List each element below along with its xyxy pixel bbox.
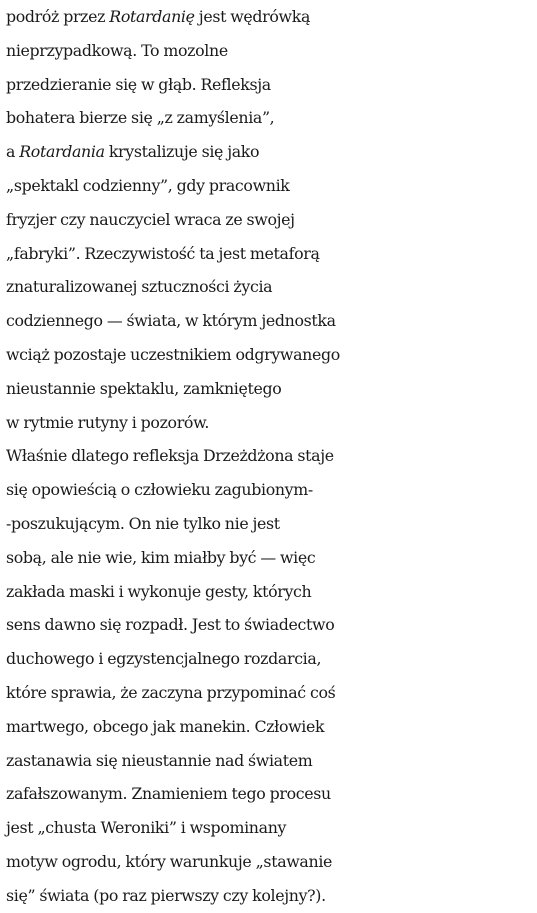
- text-line: [6, 710, 534, 744]
- text-run: fryzjer czy nauczyciel wraca ze swojej: [6, 209, 295, 229]
- document-text: [6, 0, 534, 913]
- text-run: bohatera bierze się „z zamyślenia”,: [6, 108, 275, 128]
- text-line: [6, 270, 534, 304]
- italic-text: Rotardania: [19, 142, 105, 162]
- text-line: [6, 879, 534, 913]
- text-run: zastanawia się nieustannie nad światem: [6, 750, 313, 770]
- text-line: [6, 575, 534, 609]
- text-run: podróż przez: [6, 7, 110, 26]
- text-line: [6, 237, 534, 271]
- text-run: nieustannie spektaklu, zamkniętego: [6, 378, 282, 398]
- text-line: [6, 203, 534, 237]
- text-run: a: [6, 142, 20, 162]
- text-line: [6, 338, 534, 372]
- text-line: [6, 845, 534, 879]
- text-run: nieprzypadkową. To mozolne: [6, 40, 228, 60]
- text-run: jest „chusta Weroniki” i wspominany: [6, 818, 287, 838]
- text-run: krystalizuje się jako: [104, 142, 260, 162]
- text-line: [6, 777, 534, 811]
- text-line: [6, 744, 534, 778]
- text-line: [6, 68, 534, 102]
- text-run: sens dawno się rozpadł. Jest to świadectwo: [6, 615, 335, 635]
- text-line: [6, 642, 534, 676]
- text-run: zafałszowanym. Znamieniem tego procesu: [6, 784, 331, 804]
- text-line: [6, 608, 534, 642]
- text-run: się opowieścią o człowieku zagubionym-: [6, 480, 313, 500]
- text-run: -poszukującym. On nie tylko nie jest: [6, 513, 280, 533]
- text-line: [6, 304, 534, 338]
- text-run: motyw ogrodu, który warunkuje „stawanie: [6, 851, 333, 871]
- text-line: [6, 676, 534, 710]
- text-line: [6, 372, 534, 406]
- text-run: wciąż pozostaje uczestnikiem odgrywanego: [6, 344, 340, 364]
- text-line: [6, 135, 534, 169]
- text-line: [6, 541, 534, 575]
- text-run: „spektakl codzienny”, gdy pracownik: [6, 175, 290, 195]
- text-line: [6, 0, 534, 34]
- text-run: martwego, obcego jak manekin. Człowiek: [6, 716, 325, 736]
- italic-text: Rotardanię: [109, 7, 195, 26]
- text-line: [6, 811, 534, 845]
- text-run: sobą, ale nie wie, kim miałby być — więc: [6, 547, 316, 567]
- text-run: Właśnie dlatego refleksja Drzeżdżona staje: [6, 446, 334, 466]
- text-line: [6, 101, 534, 135]
- text-run: przedzieranie się w głąb. Refleksja: [6, 74, 271, 94]
- text-run: które sprawia, że zaczyna przypominać coś: [6, 682, 336, 702]
- text-run: w rytmie rutyny i pozorów.: [6, 412, 210, 432]
- text-line: [6, 507, 534, 541]
- text-run: zakłada maski i wykonuje gesty, których: [6, 581, 312, 601]
- text-run: codziennego — świata, w którym jednostka: [6, 311, 336, 331]
- text-run: się” świata (po raz pierwszy czy kolejny?).: [6, 885, 326, 905]
- text-line: [6, 169, 534, 203]
- text-run: znaturalizowanej sztuczności życia: [6, 277, 273, 297]
- text-line: [6, 406, 534, 440]
- text-run: jest wędrówką: [194, 7, 311, 26]
- text-line: [6, 34, 534, 68]
- text-run: „fabryki”. Rzeczywistość ta jest metaforą: [6, 243, 320, 263]
- text-line: [6, 473, 534, 507]
- text-line: [6, 439, 534, 473]
- text-run: duchowego i egzystencjalnego rozdarcia,: [6, 649, 322, 669]
